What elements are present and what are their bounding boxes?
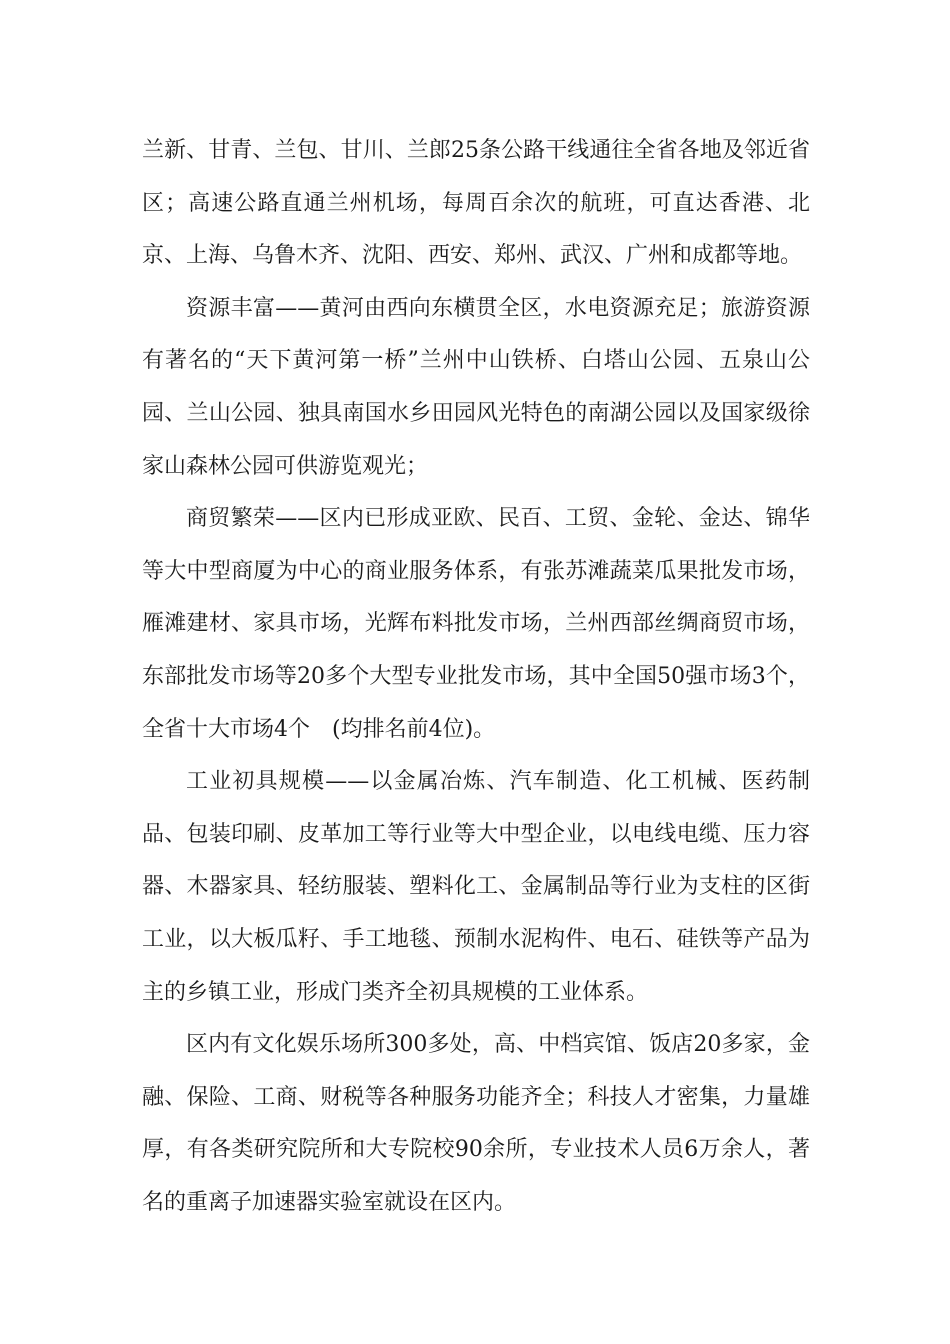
paragraph-commerce: 商贸繁荣——区内已形成亚欧、民百、工贸、金轮、金达、锦华等大中型商厦为中心的商业服务体系，有张苏滩蔬菜瓜果批发市场，雁滩建材、家具市场，光辉布料批发市场，兰州西部丝绸商贸市场，东部批发市场等20多个大型专业批发市场，其中全国50强市场3个，全省十大市场4个 (均排名前4位)。	[142, 506, 810, 742]
document-body	[142, 125, 810, 1229]
paragraph-transport: 兰新、甘青、兰包、甘川、兰郎25条公路干线通往全省各地及邻近省区；高速公路直通兰州机场，每周百余次的航班，可直达香港、北京、上海、乌鲁木齐、沈阳、西安、郑州、武汉、广州和成都等地。	[142, 138, 810, 269]
paragraph-industry: 工业初具规模——以金属冶炼、汽车制造、化工机械、医药制品、包装印刷、皮革加工等行业等大中型企业，以电线电缆、压力容器、木器家具、轻纺服装、塑料化工、金属制品等行业为支柱的区街工业，以大板瓜籽、手工地毯、预制水泥构件、电石、硅铁等产品为主的乡镇工业，形成门类齐全初具规模的工业体系。	[142, 769, 810, 1005]
paragraph-resources: 资源丰富——黄河由西向东横贯全区，水电资源充足；旅游资源有著名的“天下黄河第一桥”兰州中山铁桥、白塔山公园、五泉山公园、兰山公园、独具南国水乡田园风光特色的南湖公园以及国家级徐家山森林公园可供游览观光；	[142, 295, 810, 479]
paragraph-services: 区内有文化娱乐场所300多处，高、中档宾馆、饭店20多家，金融、保险、工商、财税等各种服务功能齐全；科技人才密集，力量雄厚，有各类研究院所和大专院校90余所，专业技术人员6万余人，著名的重离子加速器实验室就设在区内。	[142, 1032, 810, 1215]
